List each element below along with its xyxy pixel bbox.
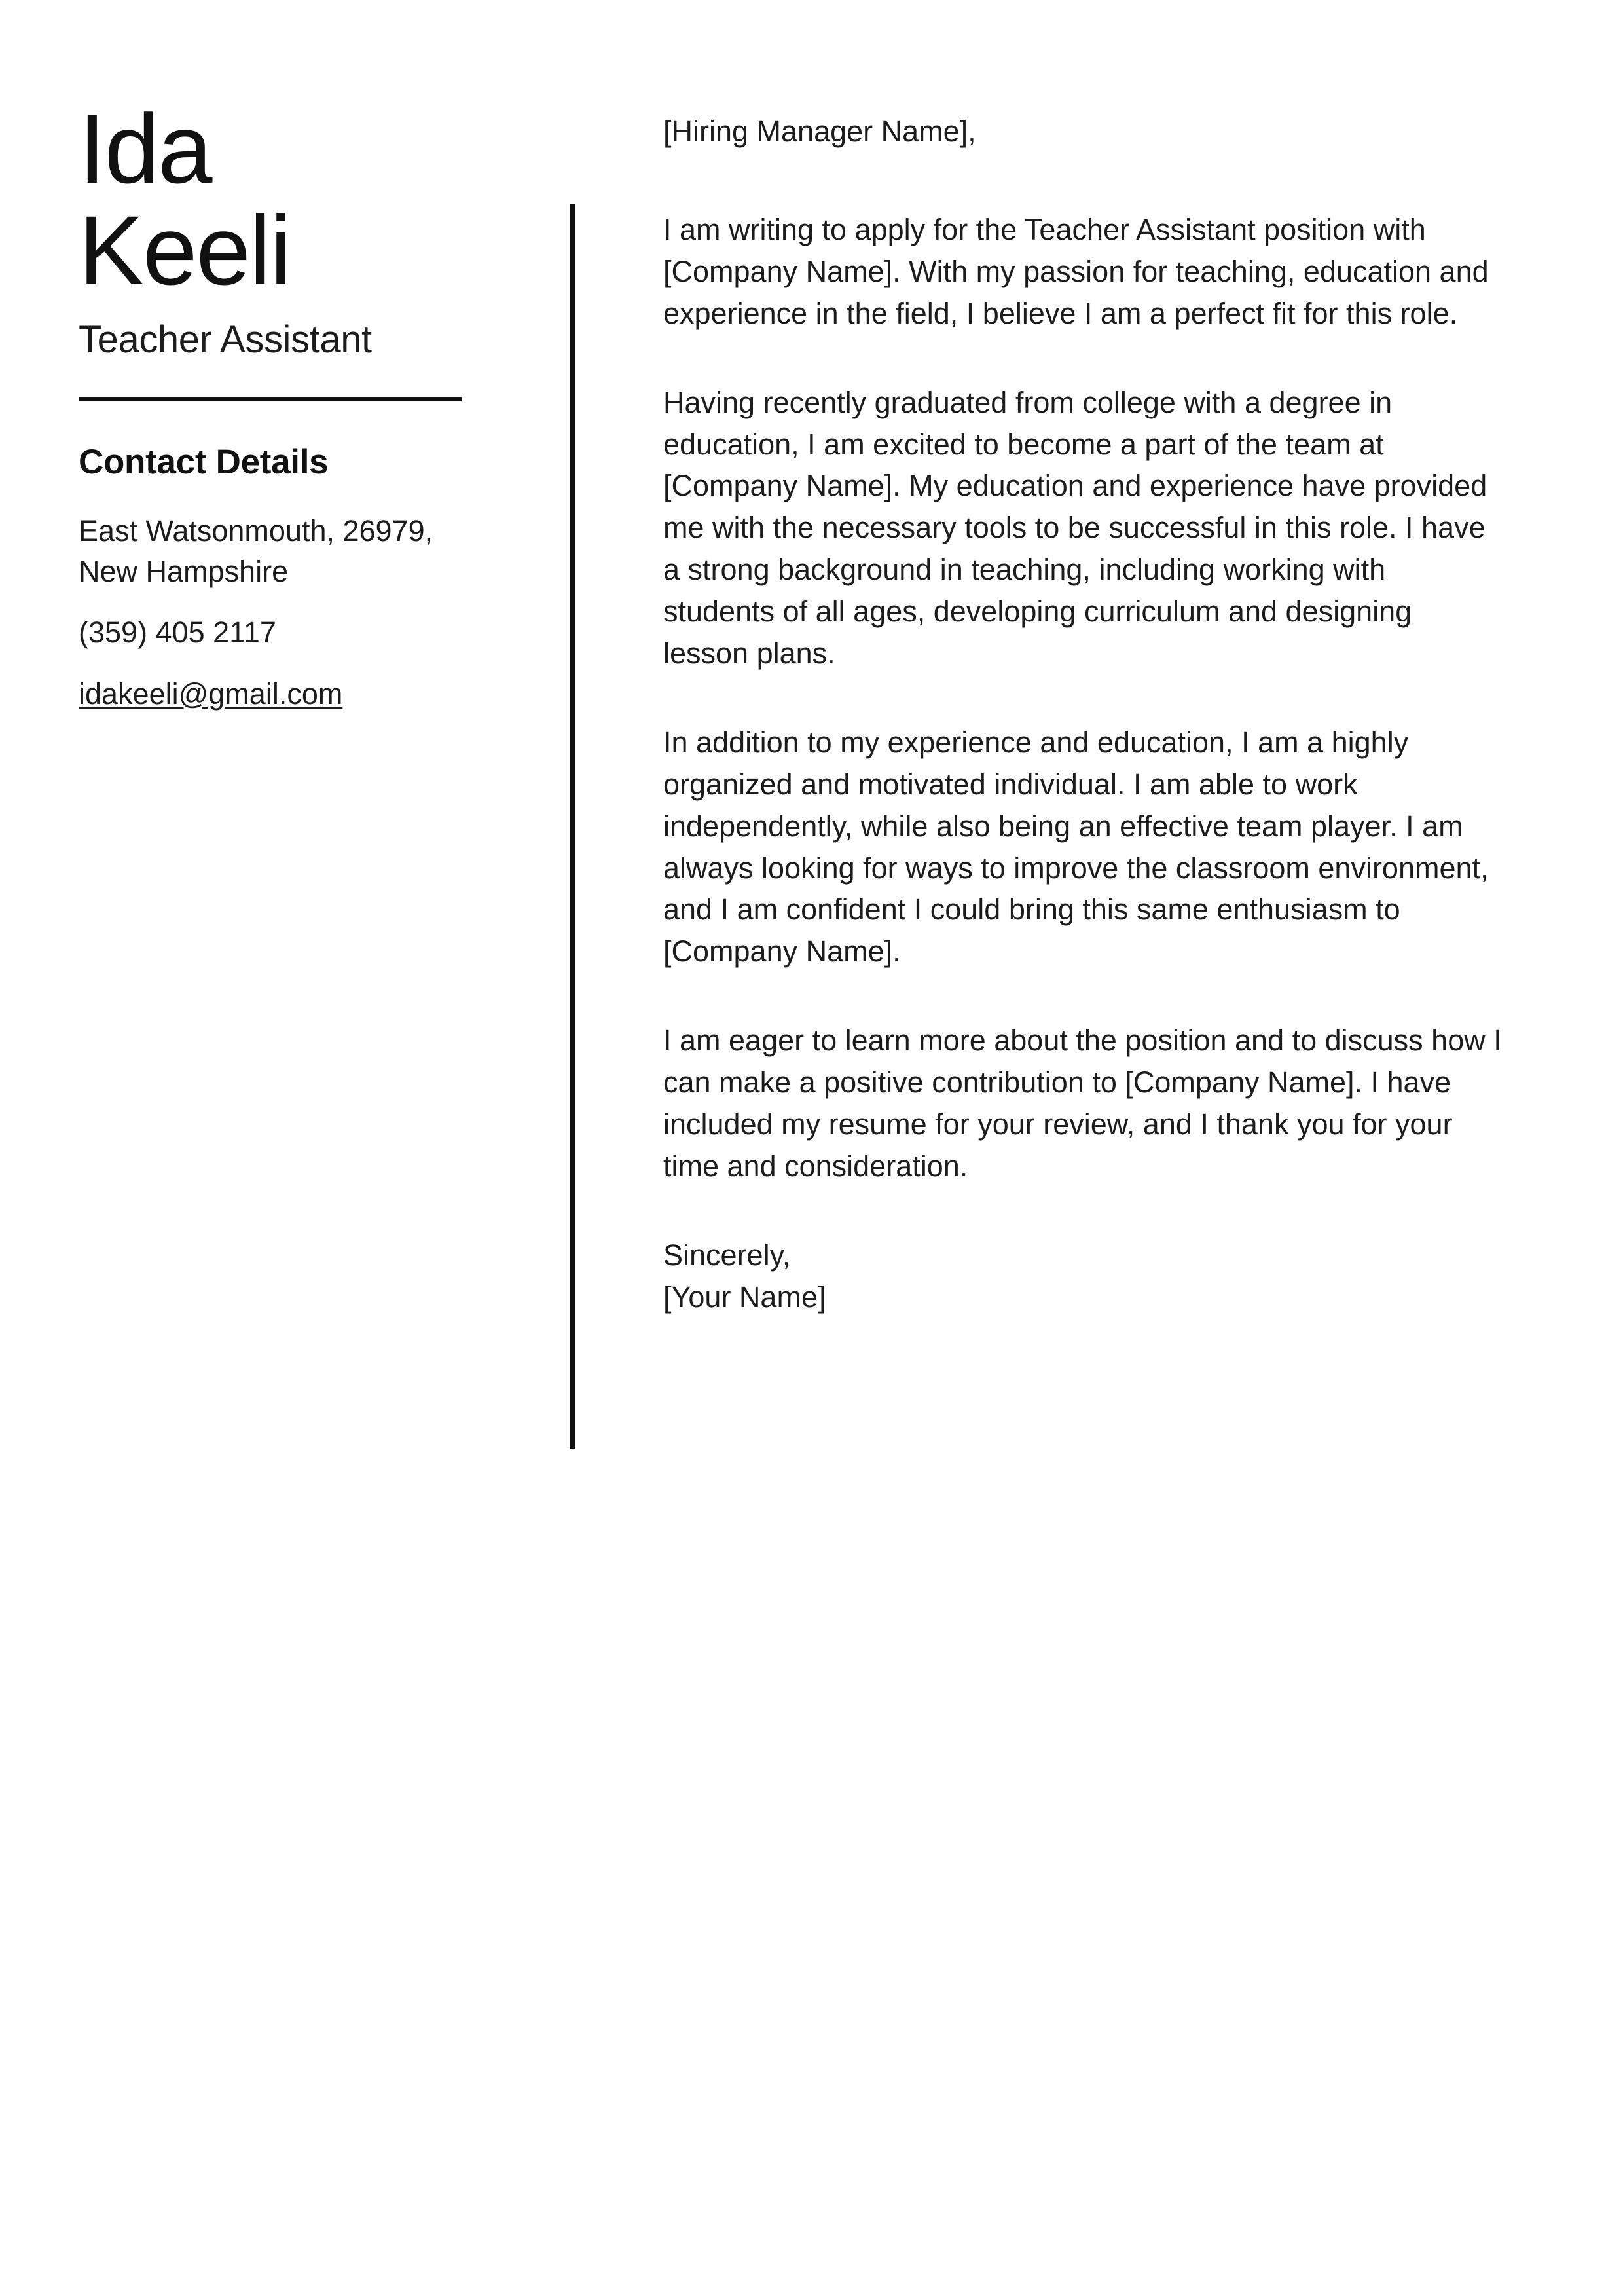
letter-closing <box>663 1234 1503 1318</box>
letter-body <box>663 117 1503 1318</box>
letter-paragraph-3: In addition to my experience and education, I am a highly organized and motivated individual. I am able to work independently, while also being an effective team player. I am always looking for ways to improve the classroom environment, and I am confident I could bring this same enthusiasm to [Company Name]. <box>663 725 1489 969</box>
address-line-2: New Hampshire <box>79 554 289 588</box>
letter-paragraph-1: I am writing to apply for the Teacher Assistant position with [Company Name]. With my passion for teaching, education and experience in the field, I believe I am a perfect fit for this role. <box>663 213 1489 330</box>
letter-paragraph-2: Having recently graduated from college with a degree in education, I am excited to become a part of the team at [Company Name]. My education and experience have provided me with the necessary tools to be successful in this role. I have a strong background in teaching, including working with students of all ages, developing curriculum and designing lesson plans. <box>663 385 1487 671</box>
contact-address <box>79 511 471 591</box>
address-line-1: East Watsonmouth, 26979, <box>79 514 433 547</box>
letter-paragraph-4: I am eager to learn more about the position and to discuss how I can make a positive contribution to [Company Name]. I have included my resume for your review, and I thank you for your time and consideration. <box>663 1024 1502 1183</box>
job-title: Teacher Assistant <box>79 318 372 361</box>
contact-phone: (359) 405 2117 <box>79 616 276 650</box>
applicant-name <box>79 94 471 305</box>
vertical-divider <box>570 204 575 1449</box>
contact-email-row <box>79 674 471 714</box>
last-name: Keeli <box>79 194 291 305</box>
sign-off: Sincerely, <box>663 1238 791 1272</box>
salutation: [Hiring Manager Name], <box>663 115 976 148</box>
contact-details-heading: Contact Details <box>79 443 329 481</box>
signature-name: [Your Name] <box>663 1280 826 1314</box>
first-name: Ida <box>79 94 211 204</box>
sidebar <box>79 0 471 714</box>
contact-email-link[interactable]: idakeeli@gmail.com <box>79 676 343 711</box>
contact-details-list <box>79 511 471 714</box>
divider-rule <box>79 397 462 401</box>
